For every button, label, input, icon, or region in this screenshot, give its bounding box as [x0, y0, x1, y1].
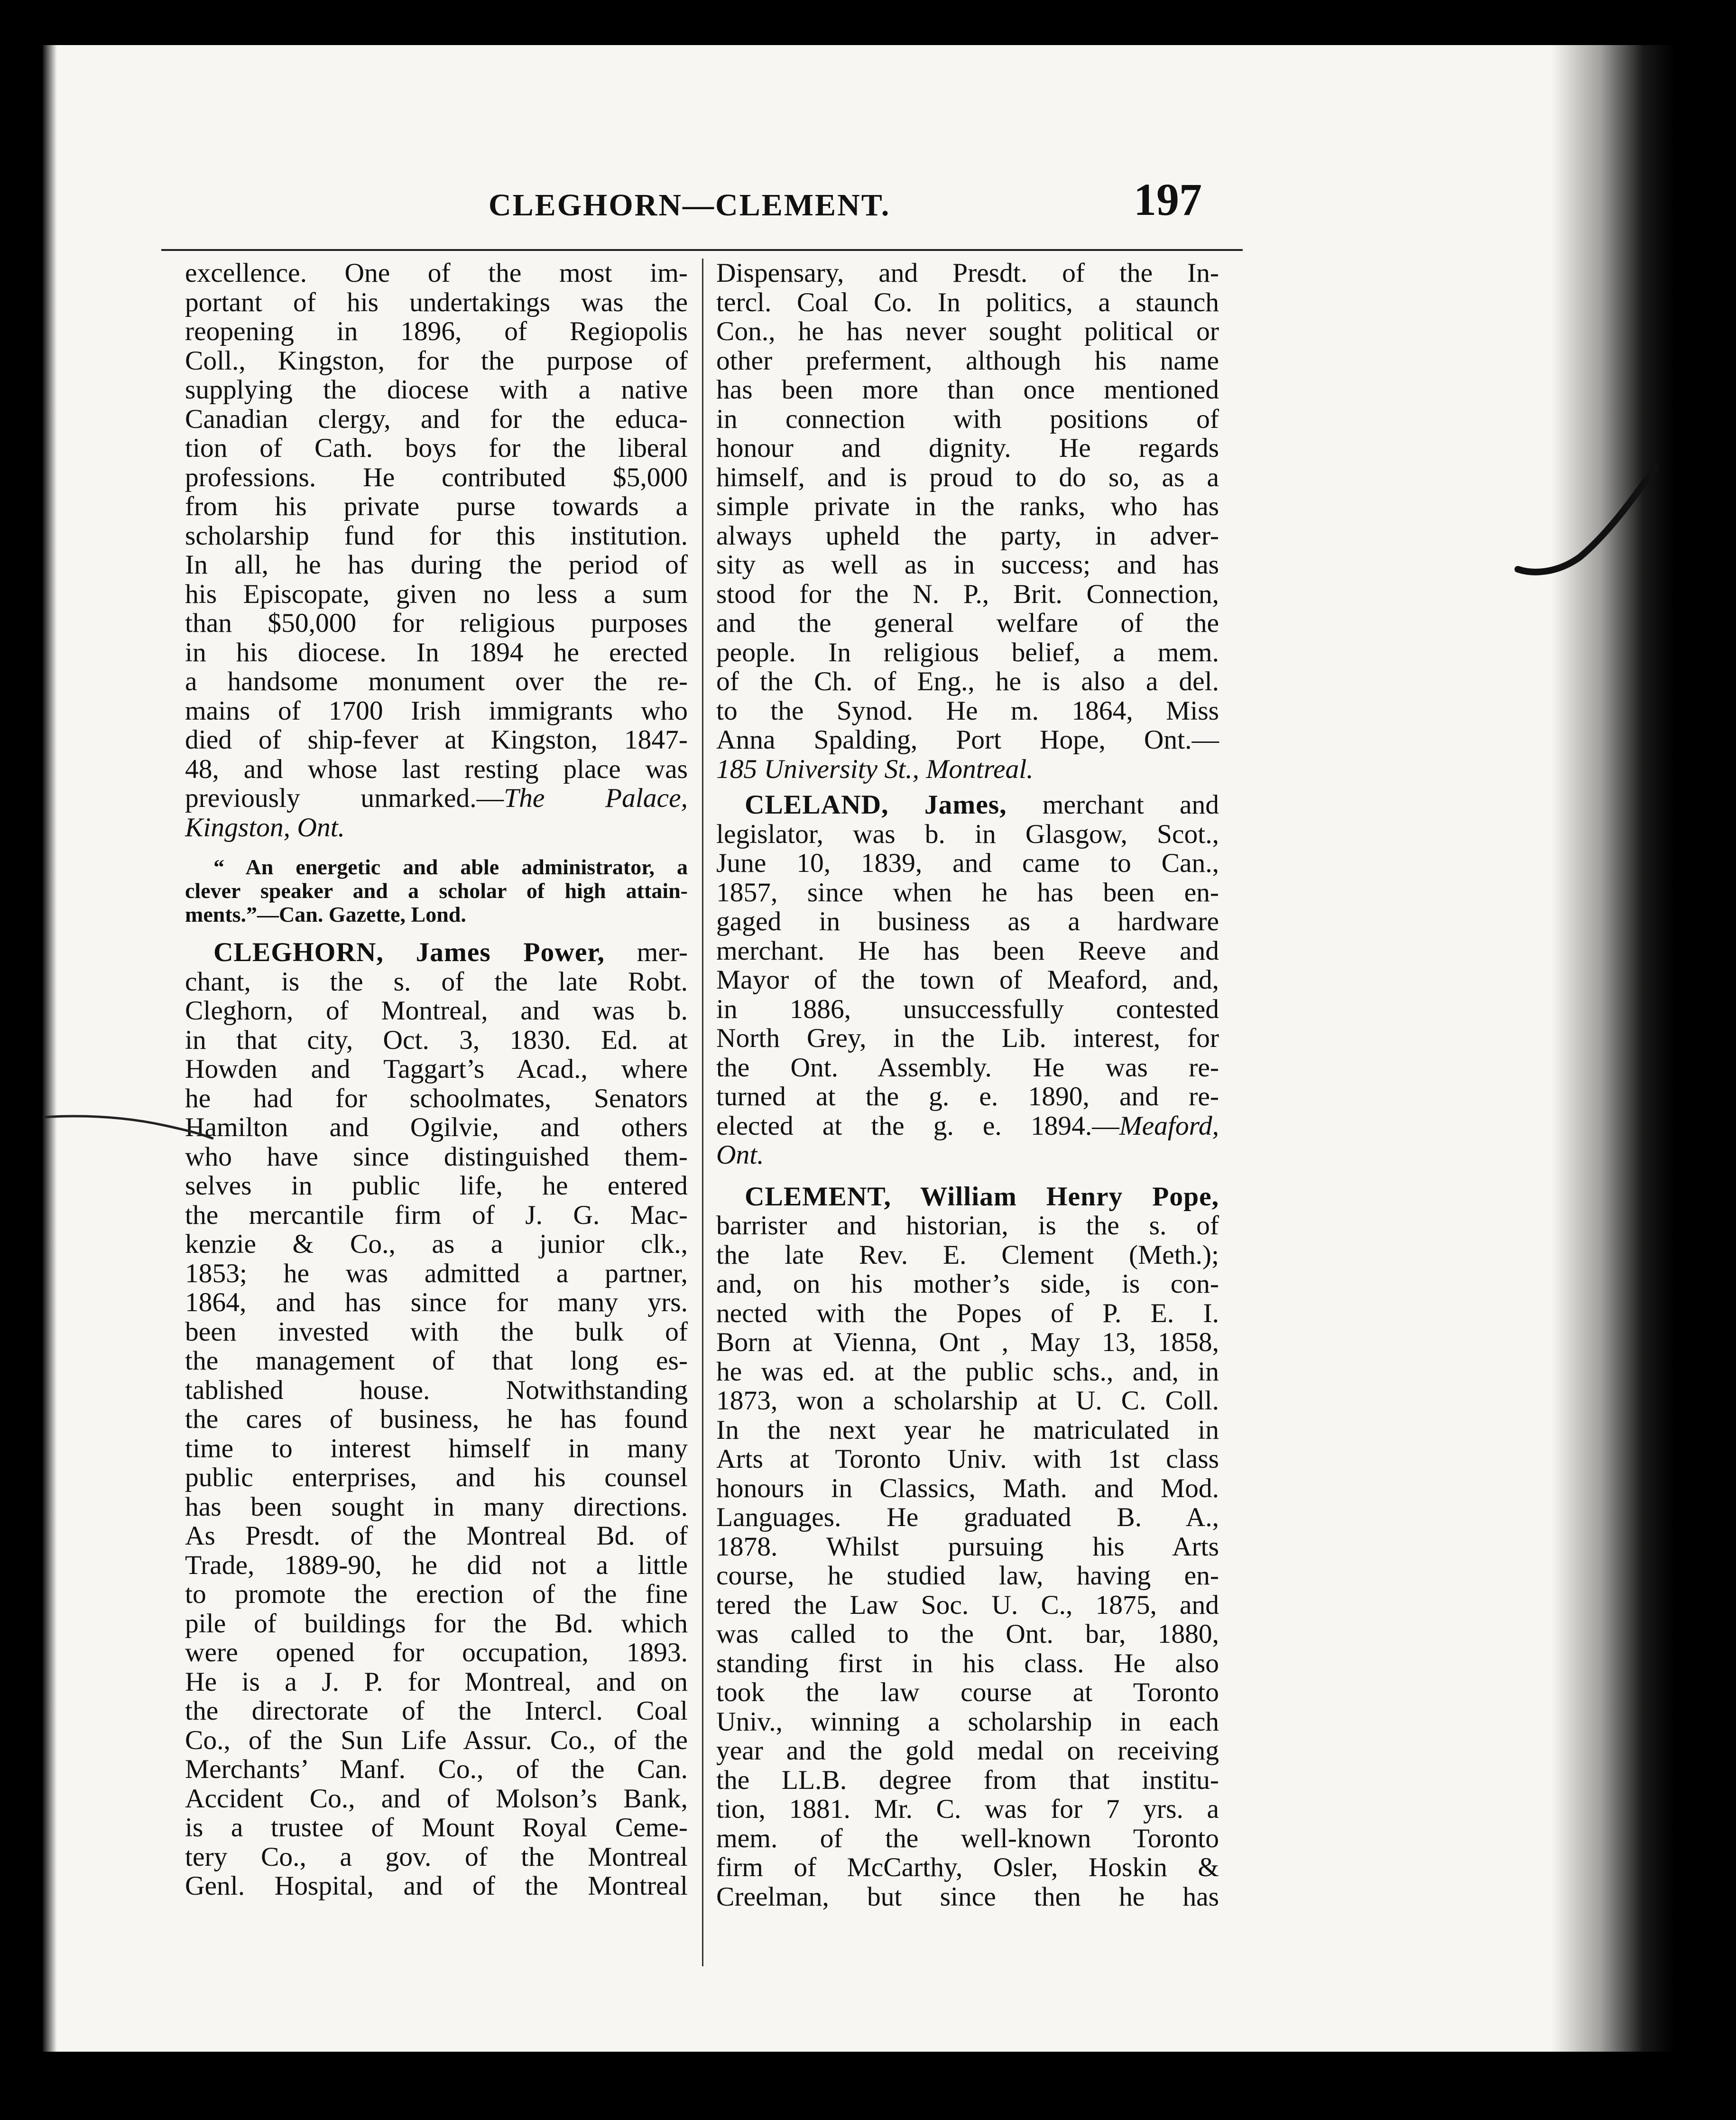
quote-line: “ An energetic and able administrator, a — [213, 855, 688, 879]
text-line: Arts at Toronto Univ. with 1st class — [716, 1444, 1219, 1474]
text-line: people. In religious belief, a mem. — [716, 637, 1219, 667]
text-line: 48, and whose last resting place was — [185, 754, 688, 784]
text-line: to promote the erection of the fine — [185, 1579, 688, 1609]
text-line: Creelman, but since then he has — [716, 1881, 1219, 1912]
bishop-entry-continuation — [185, 259, 688, 842]
header-rule — [161, 249, 1243, 251]
entry-surname: CLELAND, — [745, 790, 889, 820]
text-line: tablished house. Notwithstanding — [185, 1375, 688, 1405]
text-line: stood for the N. P., Brit. Connection, — [716, 579, 1219, 609]
text-line: turned at the g. e. 1890, and re- — [716, 1082, 1219, 1111]
text-line: in that city, Oct. 3, 1830. Ed. at — [185, 1025, 688, 1055]
text-run: mer- — [637, 937, 688, 967]
text-line: a handsome monument over the re- — [185, 667, 688, 696]
text-line: has been sought in many directions. — [185, 1491, 688, 1522]
page-shadow-left — [43, 45, 57, 2052]
text-line: other preferment, although his name — [716, 345, 1219, 376]
text-line: scholarship fund for this institution. — [185, 520, 688, 551]
text-line: took the law course at Toronto — [716, 1677, 1219, 1707]
text-line: Mayor of the town of Meaford, and, — [716, 965, 1219, 995]
text-line: the management of that long es- — [185, 1346, 688, 1376]
text-line: to the Synod. He m. 1864, Miss — [716, 695, 1219, 726]
entry-given-names: William Henry Pope, — [920, 1181, 1219, 1212]
entry-given-names: James Power, — [416, 937, 605, 967]
text-line: in connection with positions of — [716, 404, 1219, 434]
text-line: Hamilton and Ogilvie, and others — [185, 1112, 688, 1142]
text-line: portant of his undertakings was the — [185, 287, 688, 317]
text-line: kenzie & Co., as a junior clk., — [185, 1229, 688, 1259]
text-line: Univ., winning a scholarship in each — [716, 1706, 1219, 1737]
text-line: firm of McCarthy, Osler, Hoskin & — [716, 1852, 1219, 1882]
book-spine-shadow — [1551, 45, 1674, 2052]
text-run: previously unmarked.— — [185, 783, 504, 813]
text-line: his Episcopate, given no less a sum — [185, 579, 688, 609]
text-line: the Ont. Assembly. He was re- — [716, 1052, 1219, 1083]
text-line: was called to the Ont. bar, 1880, — [716, 1619, 1219, 1649]
text-line: the mercantile firm of J. G. Mac- — [185, 1200, 688, 1230]
text-line: 1857, since when he has been en- — [716, 877, 1219, 907]
text-line: merchant. He has been Reeve and — [716, 935, 1219, 966]
entry-cleghorn — [185, 938, 688, 1901]
text-line: has been more than once mentioned — [716, 375, 1219, 405]
text-line: Coll., Kingston, for the purpose of — [185, 345, 688, 376]
text-line: honours in Classics, Math. and Mod. — [716, 1473, 1219, 1503]
text-line: Cleghorn, of Montreal, and was b. — [185, 996, 688, 1026]
text-line: always upheld the party, in adver- — [716, 520, 1219, 551]
text-line: honour and dignity. He regards — [716, 433, 1219, 463]
address: Ont. — [716, 1140, 764, 1170]
entry-clement — [716, 1182, 1219, 1912]
text-line: Merchants’ Manf. Co., of the Can. — [185, 1754, 688, 1784]
running-head: CLEGHORN—CLEMENT. — [489, 188, 891, 222]
text-line: In all, he has during the period of — [185, 550, 688, 580]
text-line: public enterprises, and his counsel — [185, 1463, 688, 1492]
text-line: tion of Cath. boys for the liberal — [185, 433, 688, 463]
text-line: of the Ch. of Eng., he is also a del. — [716, 667, 1219, 696]
text-line: than $50,000 for religious purposes — [185, 608, 688, 638]
text-line: Canadian clergy, and for the educa- — [185, 404, 688, 434]
text-line: and the general welfare of the — [716, 608, 1219, 638]
text-line: excellence. One of the most im- — [185, 258, 688, 288]
entry-surname: CLEGHORN, — [213, 937, 384, 967]
text-line: Anna Spalding, Port Hope, Ont.— — [716, 725, 1219, 755]
text-line: professions. He contributed $5,000 — [185, 462, 688, 492]
book-page — [43, 45, 1674, 2052]
address: The Palace, — [504, 783, 688, 813]
text-line: himself, and is proud to do so, as a — [716, 462, 1219, 492]
text-line: He is a J. P. for Montreal, and on — [185, 1666, 688, 1697]
text-line: and, on his mother’s side, is con- — [716, 1269, 1219, 1299]
text-line: pile of buildings for the Bd. which — [185, 1608, 688, 1639]
text-line: supplying the diocese with a native — [185, 375, 688, 405]
text-line: the cares of business, he has found — [185, 1404, 688, 1434]
entry-heading — [185, 938, 688, 967]
text-run: merchant and — [1042, 790, 1219, 820]
text-line: tered the Law Soc. U. C., 1875, and — [716, 1590, 1219, 1620]
press-quote — [185, 855, 688, 926]
text-line: Genl. Hospital, and of the Montreal — [185, 1871, 688, 1901]
text-line: who have since distinguished them- — [185, 1141, 688, 1172]
address: Kingston, Ont. — [185, 812, 345, 842]
text-line: he was ed. at the public schs., and, in — [716, 1356, 1219, 1387]
margin-pencil-mark — [43, 1112, 213, 1141]
text-line: gaged in business as a hardware — [716, 907, 1219, 936]
right-column — [716, 259, 1219, 1911]
column-divider — [702, 259, 703, 1966]
text-line: mem. of the well-known Toronto — [716, 1823, 1219, 1853]
text-line: 1864, and has since for many yrs. — [185, 1287, 688, 1317]
text-line: legislator, was b. in Glasgow, Scot., — [716, 819, 1219, 849]
text-line: North Grey, in the Lib. interest, for — [716, 1023, 1219, 1053]
entry-heading — [716, 1182, 1219, 1212]
text-line: sity as well as in success; and has — [716, 550, 1219, 580]
text-line: Dispensary, and Presdt. of the In- — [716, 258, 1219, 288]
entry-cleland — [716, 790, 1219, 1170]
text-line: died of ship-fever at Kingston, 1847- — [185, 725, 688, 755]
text-line — [185, 784, 688, 813]
text-line: been invested with the bulk of — [185, 1316, 688, 1347]
text-line: he had for schoolmates, Senators — [185, 1083, 688, 1113]
text-line: simple private in the ranks, who has — [716, 491, 1219, 521]
quote-line: clever speaker and a scholar of high attain- — [185, 879, 688, 903]
text-line: barrister and historian, is the s. of — [716, 1211, 1219, 1241]
text-line: standing first in his class. He also — [716, 1648, 1219, 1678]
text-line: time to interest himself in many — [185, 1433, 688, 1463]
text-line: tion, 1881. Mr. C. was for 7 yrs. a — [716, 1794, 1219, 1824]
text-line: Languages. He graduated B. A., — [716, 1502, 1219, 1532]
text-line: Co., of the Sun Life Assur. Co., of the — [185, 1725, 688, 1755]
handwritten-stroke — [1513, 463, 1665, 586]
entry-heading — [716, 790, 1219, 820]
text-line: 1853; he was admitted a partner, — [185, 1258, 688, 1288]
entry-given-names: James, — [924, 790, 1007, 820]
text-line: 1878. Whilst pursuing his Arts — [716, 1531, 1219, 1562]
text-line: the directorate of the Intercl. Coal — [185, 1696, 688, 1726]
text-line: reopening in 1896, of Regiopolis — [185, 316, 688, 346]
text-line: from his private purse towards a — [185, 491, 688, 521]
text-line: As Presdt. of the Montreal Bd. of — [185, 1521, 688, 1551]
page-number: 197 — [1134, 174, 1202, 225]
text-line — [716, 1111, 1219, 1141]
text-line: course, he studied law, having en- — [716, 1561, 1219, 1591]
text-line: the LL.B. degree from that institu- — [716, 1765, 1219, 1795]
text-line: nected with the Popes of P. E. I. — [716, 1298, 1219, 1328]
address: 185 University St., Montreal. — [716, 754, 1034, 784]
text-line: tery Co., a gov. of the Montreal — [185, 1842, 688, 1872]
text-line: In the next year he matriculated in — [716, 1415, 1219, 1445]
text-line: selves in public life, he entered — [185, 1171, 688, 1201]
text-line: Con., he has never sought political or — [716, 316, 1219, 346]
text-line: chant, is the s. of the late Robt. — [185, 966, 688, 997]
text-line: the late Rev. E. Clement (Meth.); — [716, 1240, 1219, 1270]
text-line: Accident Co., and of Molson’s Bank, — [185, 1783, 688, 1814]
text-line: 1873, won a scholarship at U. C. Coll. — [716, 1386, 1219, 1416]
entry-surname: CLEMENT, — [745, 1181, 891, 1212]
text-line: June 10, 1839, and came to Can., — [716, 848, 1219, 878]
text-line: year and the gold medal on receiving — [716, 1736, 1219, 1766]
text-run: elected at the g. e. 1894.— — [716, 1111, 1119, 1141]
left-column — [185, 259, 688, 1901]
text-line: Howden and Taggart’s Acad., where — [185, 1054, 688, 1084]
text-line: Born at Vienna, Ont , May 13, 1858, — [716, 1327, 1219, 1357]
text-line: Trade, 1889-90, he did not a little — [185, 1550, 688, 1580]
text-line: in 1886, unsuccessfully contested — [716, 994, 1219, 1024]
text-line: in his diocese. In 1894 he erected — [185, 637, 688, 667]
text-line: mains of 1700 Irish immigrants who — [185, 695, 688, 726]
text-line: tercl. Coal Co. In politics, a staunch — [716, 287, 1219, 317]
address: Meaford, — [1119, 1111, 1219, 1141]
text-line: were opened for occupation, 1893. — [185, 1638, 688, 1667]
text-line: is a trustee of Mount Royal Ceme- — [185, 1813, 688, 1842]
cleghorn-entry-continuation — [716, 259, 1219, 784]
quote-line: ments.”—Can. Gazette, Lond. — [185, 902, 466, 926]
